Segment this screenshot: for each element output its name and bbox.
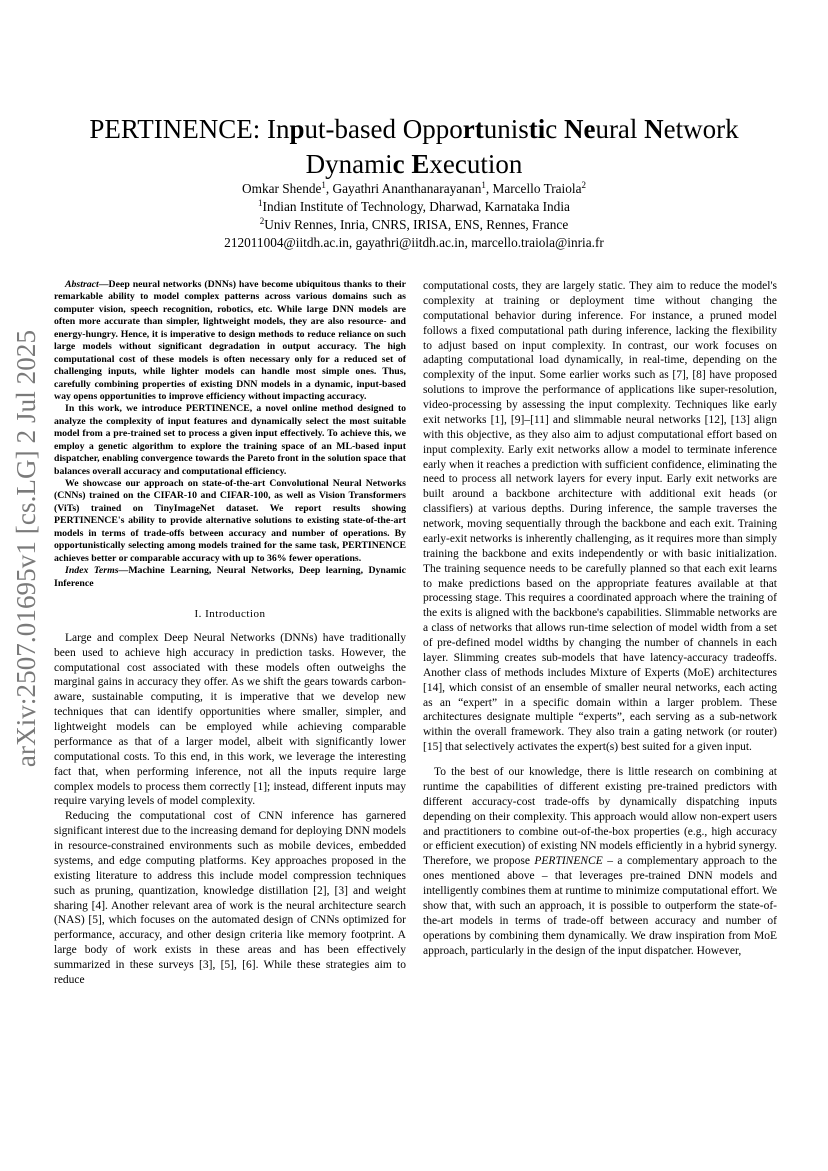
abstract-paragraph-1: Abstract—Deep neural networks (DNNs) have become ubiquitous thanks to their remarkable ability to model complex patterns across various domains such as computer vision, speech recognition, robotics, etc. While large DNN models are often more accurate than simpler, lightweight models, they are also resource- and energy-hungry. Hence, it is imperative to design methods to reduce reliance on such large models without significant degradation in output accuracy. The high computational cost of these models is often necessary only for a reduced set of challenging inputs, while lighter models can handle most simple ones. Thus, carefully combining properties of existing DNN models in a dynamic, input-based way opens opportunities to improve efficiency without impacting accuracy.: [54, 279, 406, 402]
index-terms-label: Index Terms: [65, 565, 119, 577]
intro-paragraph-1: Large and complex Deep Neural Networks (DNNs) have traditionally been used to achieve high accuracy in prediction tasks. However, the computational cost associated with these models often outweighs the marginal gains in accuracy they offer. As we shift the gears towards carbon-aware, sustainable computing, it is imperative that we develop new techniques that can identify opportunities where smaller, simpler, and lightweight models can be employed while achieving comparable performance as that of a larger model, albeit with significantly lower computational costs. To this end, in this work, we leverage the interesting fact that, when performing inference, not all the inputs require large complex models to process them correctly [1]; instead, different inputs may require varying levels of model complexity.: [54, 631, 406, 808]
abstract: [54, 279, 406, 590]
author-emails: 212011004@iitdh.ac.in, gayathri@iitdh.ac.in, marcello.traiola@inria.fr: [224, 235, 604, 250]
abstract-paragraph-2: In this work, we introduce PERTINENCE, a novel online method designed to analyze the complexity of input features and dynamically select the most suitable model from a pre-trained set to process a given input effectively. To achieve this, we employ a genetic algorithm to explore the training space of an ML-based input dispatcher, enabling convergence towards the Pareto front in the solution space that balances overall accuracy and computational efficiency.: [54, 403, 406, 477]
paper-title: PERTINENCE: Input-based Opportunistic Neural Network Dynamic Execution: [89, 114, 739, 180]
abstract-label: Abstract: [65, 279, 99, 290]
author-names: Omkar Shende$^1$, Gayathri Ananthanarayanan$^1$, Marcello Traiola$^2$: [242, 180, 586, 196]
intro-paragraph-2: Reducing the computational cost of CNN inference has garnered significant interest due to the increasing demand for deploying DNN models in resource-constrained environments such as mobile devices, embedded systems, and edge computing platforms. Key approaches proposed in the existing literature to address this include model compression techniques such as pruning, quantization, knowledge distillation [2], [3] and weight sharing [4]. Another relevant area of work is the neural architecture search (NAS) [5], which focuses on the automated design of CNNs optimized for performance, accuracy, and other design criteria like memory footprint. A large body of work exists in these areas and has been effectively summarized in these surveys [3], [5], [6]. While these strategies aim to reduce: [54, 810, 406, 986]
arxiv-identifier: arXiv:2507.01695v1 [cs.LG] 2 Jul 2025: [11, 329, 42, 767]
affiliation-1: $^1$Indian Institute of Technology, Dharwad, Karnataka India: [258, 198, 570, 214]
abstract-paragraph-3: We showcase our approach on state-of-the-art Convolutional Neural Networks (CNNs) trained on the CIFAR-10 and CIFAR-100, as well as Vision Transformers (ViTs) trained on TinyImageNet dataset. We report results showing PERTINENCE's ability to provide alternative solutions to existing state-of-the-art models in terms of trade-offs between accuracy and number of operations. By opportunistically selecting among models trained for the same task, PERTINENCE achieves better or comparable accuracy with up to 36% fewer operations.: [54, 478, 406, 564]
affiliation-2: $^2$Univ Rennes, Inria, CNRS, IRISA, ENS, Rennes, France: [259, 216, 569, 232]
intro-paragraph-4: To the best of our knowledge, there is little research on combining at runtime the capabilities of different existing pre-trained predictors with different accuracy-cost trade-offs by dynamically dispatching inputs depending on their complexity. This approach would allow non-expert users and practitioners to combine out-of-the-box properties (e.g., high accuracy or efficient execution) of existing NN models efficiently in a hybrid synergy. Therefore, we propose PERTINENCE – a complementary approach to the ones mentioned above – that leverages pre-trained DNN models and intelligently combines them at runtime to minimize computational effort. We show that, with such an approach, it is possible to outperform the state-of-the-art models in terms of trade-off between accuracy and number of operations by combining them dynamically. We draw inspiration from MoE approach, particularly in the design of the input dispatcher. However,: [423, 766, 777, 957]
right-column: [423, 279, 777, 958]
left-column: [54, 279, 406, 988]
arxiv-sidebar-stamp: [2, 268, 52, 828]
section-heading-introduction: I. Introduction: [194, 607, 266, 620]
author-block: [60, 180, 768, 252]
index-terms: Index Terms—Machine Learning, Neural Networks, Deep learning, Dynamic Inference: [54, 565, 406, 589]
intro-paragraph-3: computational costs, they are largely static. They aim to reduce the model's complexity at training or deployment time without changing the computational behavior during inference. For instance, a pruned model follows a fixed computational path during inference, lacking the flexibility to adjust based on input complexity. In contrast, our work focuses on adapting computational load dynamically, in real-time, depending on the complexity of the input. Some earlier works such as [7], [8] have proposed solutions to improve the performance of applications like super-resolution, video-processing by assessing the input complexity. Techniques like early exit networks [1], [9]–[11] and slimmable neural networks [12], [13] align with this objective, as they also aim to adjust computational effort based on input complexity. Early exit networks allow a model to terminate inference early when it reaches a prediction with sufficient confidence, eliminating the need to process all network layers for every input. Early exit networks are built around a backbone architecture with additional exit heads (or classifiers) at various depths. During inference, the sample traverses the network, moving sequentially through the backbone and each exit. Training early-exit networks is inherently challenging, as it requires more than simply training the backbone and exits independently or with basic initialization. The training sequence needs to be carefully planned so that each exit learns to make predictions based on the appropriate features available at that processing stage. This requires a coordinated approach where the training of the exits is aligned with the backbone's capabilities. Slimmable networks are a class of networks that allows run-time selection of model width from a set of pre-defined model widths by changing the number of channels in each layer. Slimming creates sub-models that have latency-accuracy tradeoffs. Another class of methods includes Mixture of Experts (MoE) architectures [14], which consist of an ensemble of smaller neural networks, each acting as an “expert” in a specific domain within a larger problem. These architectures designate multiple “experts”, each serving as a sub-network within the overall framework. They also train a gating network (or router) [15] that selectively activates the expert(s) best suited for a given input.: [423, 280, 777, 754]
